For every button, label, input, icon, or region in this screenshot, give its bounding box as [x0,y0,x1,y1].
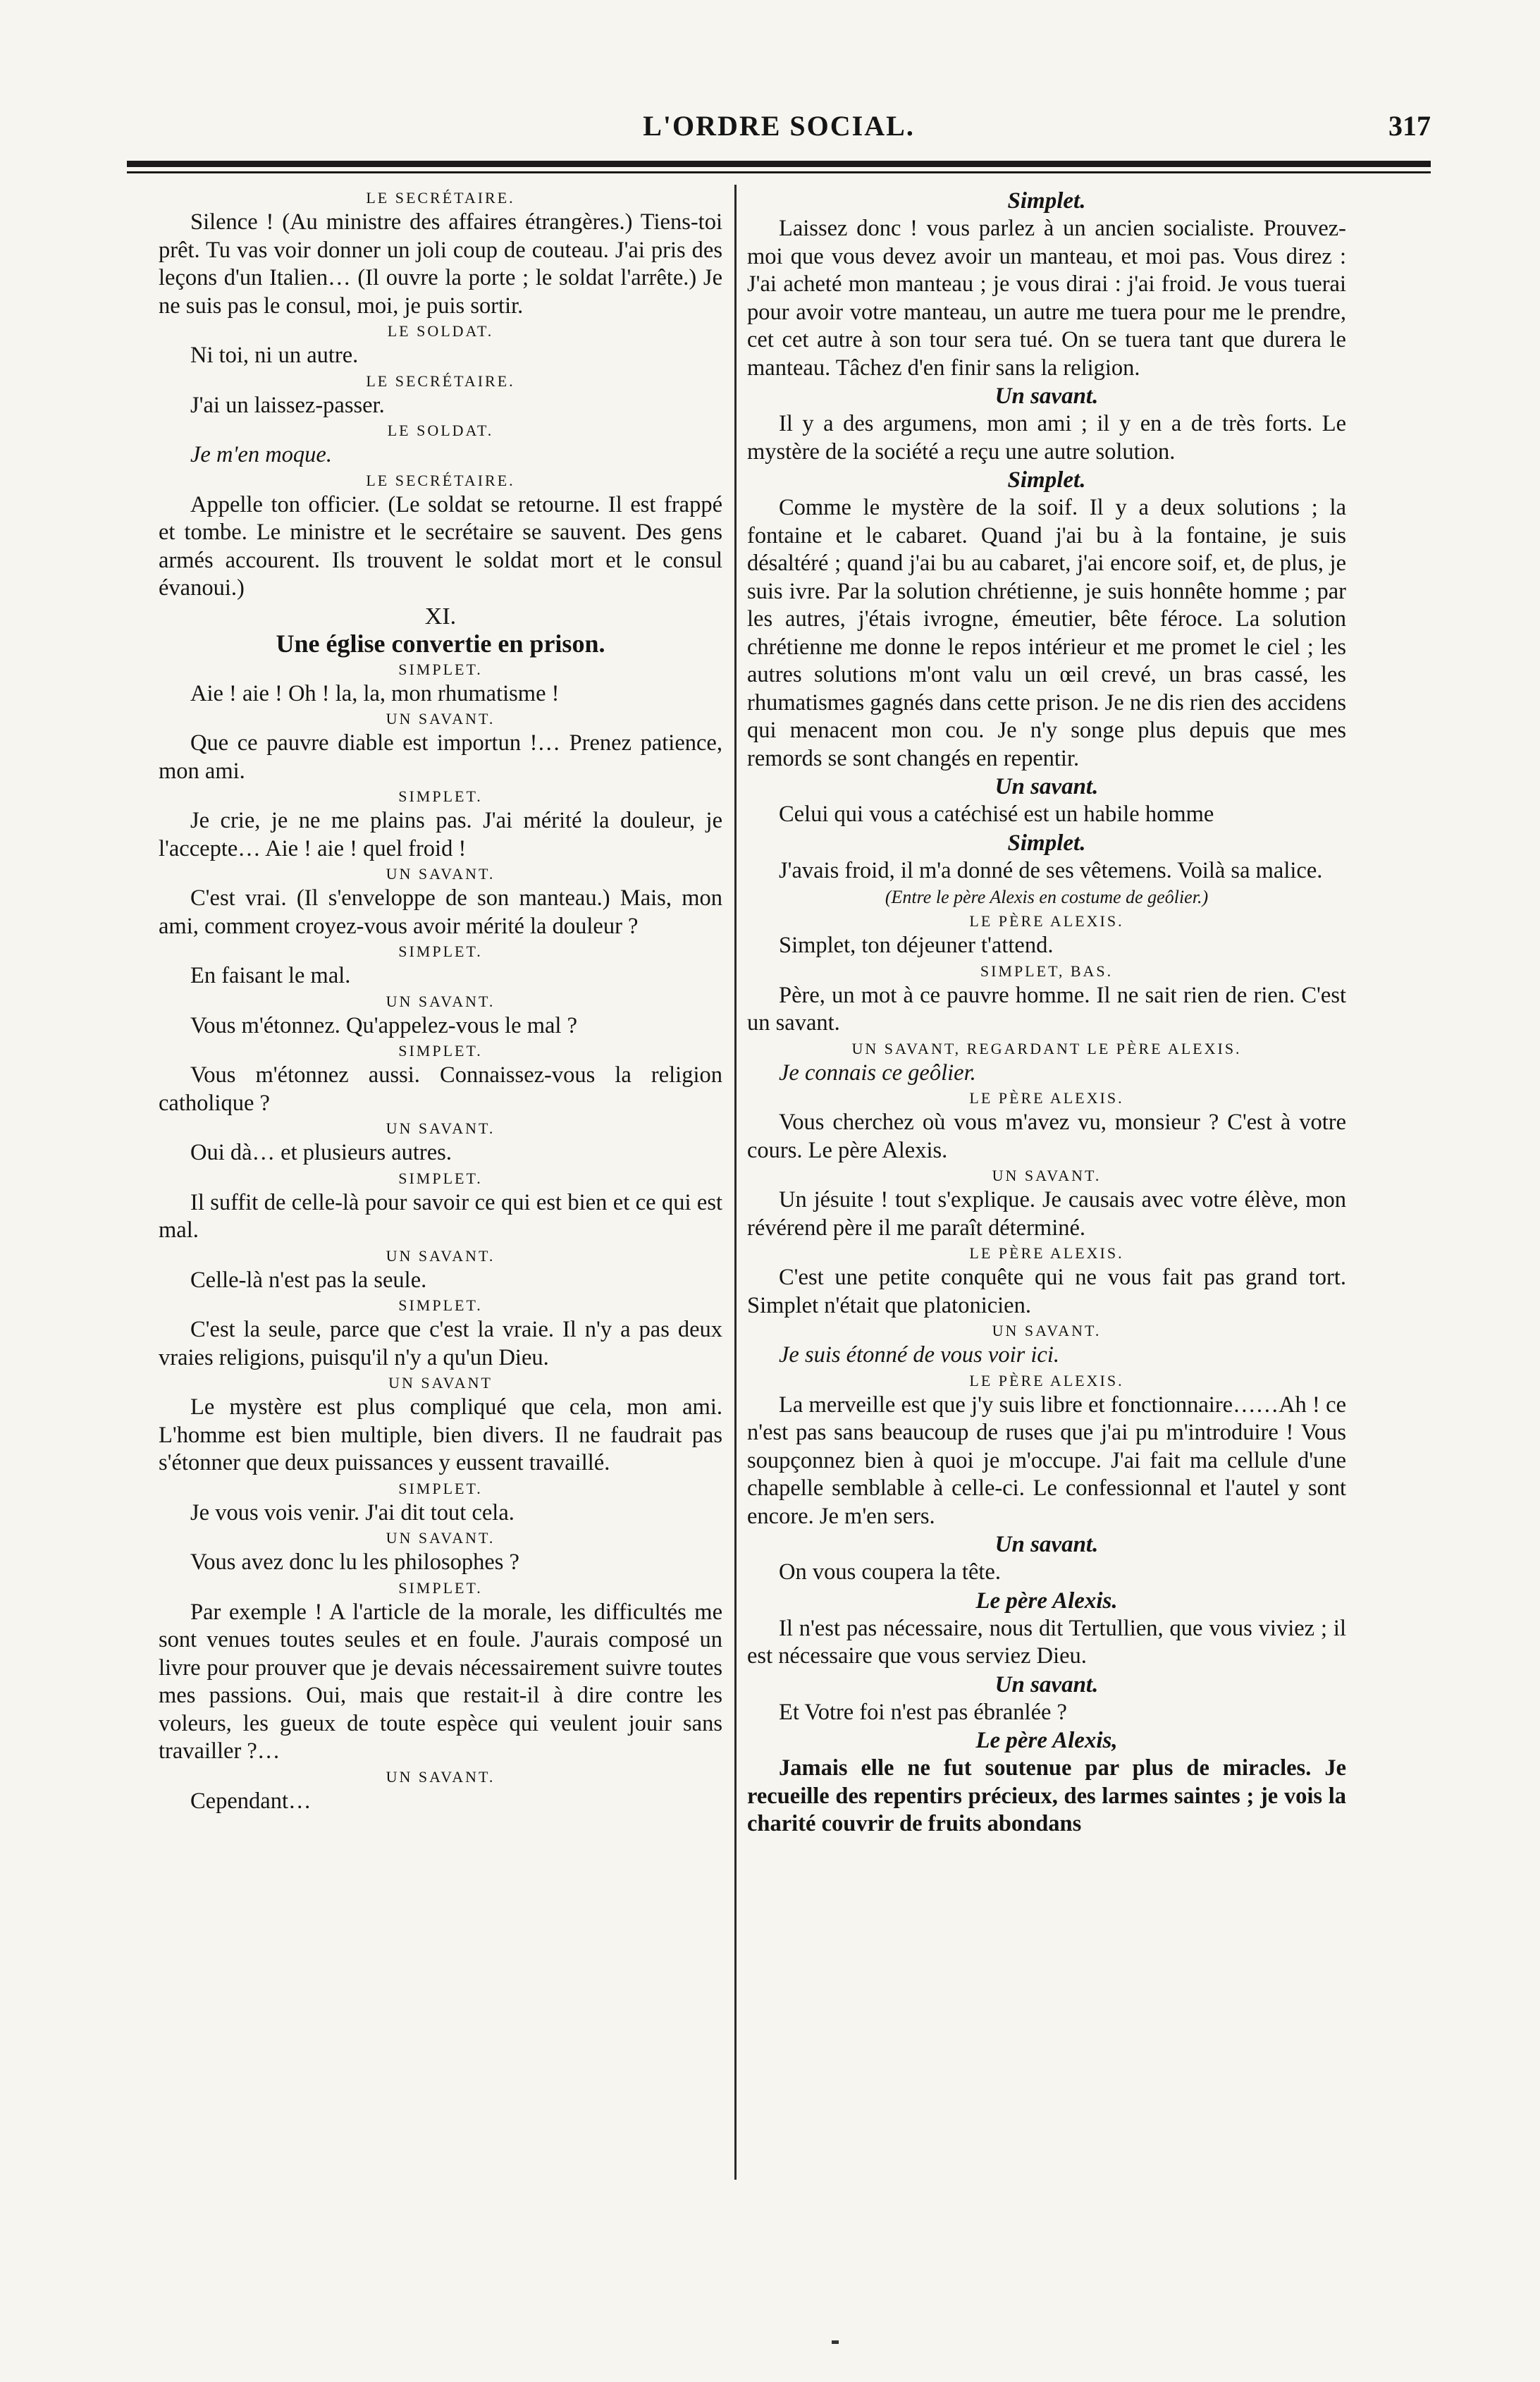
speaker-label: LE PÈRE ALEXIS. [969,912,1124,930]
speech-text: J'ai un laissez-passer. [190,392,385,418]
speech-text: Ni toi, ni un autre. [190,343,359,368]
speech-text: Cependant… [190,1788,312,1814]
speaker-label: LE PÈRE ALEXIS. [969,1244,1124,1262]
speaker-label: SIMPLET. [398,1169,483,1187]
speech-text: Appelle ton officier. (Le soldat se retourne. Il est frappé et tombe. Le ministre et le secrétaire se sauvent. Des gens armés accourent. Ils trouvent le soldat mort et le consul évanoui.) [159,491,722,601]
speech-text: Et Votre foi n'est pas ébranlée ? [779,1699,1067,1725]
speech-text: Père, un mot à ce pauvre homme. Il ne sait rien de rien. C'est un savant. [747,982,1346,1036]
speaker-label: UN SAVANT, REGARDANT LE PÈRE ALEXIS. [851,1039,1242,1057]
column-divider [734,185,737,2180]
speaker-label: Un savant. [994,383,1099,409]
header-rule-thick [127,161,1431,167]
speech-text: Oui dà… et plusieurs autres. [190,1140,452,1165]
speaker-label: UN SAVANT. [386,865,495,883]
speaker-label: SIMPLET. [398,1578,483,1597]
speaker-label: LE PÈRE ALEXIS. [969,1371,1124,1389]
speech-text: Celle-là n'est pas la seule. [190,1267,427,1293]
speaker-label: SIMPLET. [398,787,483,805]
speaker-label: Le père Alexis. [975,1588,1118,1614]
speech-text: Silence ! (Au ministre des affaires étrangères.) Tiens-toi prêt. Tu vas voir donner un joli coup de couteau. J'ai pris des leçons d'un Italien… (Il ouvre la porte ; le soldat l'arrête.) Je ne suis pas le consul, moi, je puis sortir. [159,209,722,319]
speech-text: Vous avez donc lu les philosophes ? [190,1549,519,1575]
speaker-label: LE SECRÉTAIRE. [366,372,515,390]
speaker-label: UN SAVANT. [386,1119,495,1137]
speech-text: Je connais ce geôlier. [779,1060,976,1086]
speaker-label: LE SECRÉTAIRE. [366,471,515,489]
speaker-label: LE SOLDAT. [387,422,494,439]
speech-text: Comme le mystère de la soif. Il y a deux solutions ; la fontaine et le cabaret. Quand j'ai bu à la fontaine, je suis désaltéré ; quand j'ai bu au cabaret, j'ai encore soif, et, de plus, je suis ivre. Par la solution chrétienne, je suis honnête homme ; par les autres, j'étais ivrogne, émeutier, bête féroce. La solution chrétienne me donne le repos intérieur et me promet le ciel ; les autres solutions m'ont valu un œil crevé, un bras cassé, les rhumatismes gagnés dans cette prison. Je ne dis rien des accidens qui menacent mon cou. Je n'y songe plus depuis que mes remords se sont changés en repentir. [747,495,1346,771]
speech-text: Aie ! aie ! Oh ! la, la, mon rhumatisme ! [190,680,560,706]
speech-text: Il y a des argumens, mon ami ; il y en a de très forts. Le mystère de la société a reçu une autre solution. [747,411,1346,465]
speech-text: En faisant le mal. [190,963,351,988]
speech-text: Je crie, je ne me plains pas. J'ai mérité la douleur, je l'accepte… Aie ! aie ! quel froid ! [159,808,722,861]
running-title: L'ORDRE SOCIAL. [643,110,915,142]
section-number: XI. [424,603,457,630]
speech-text: Le mystère est plus compliqué que cela, mon ami. L'homme est bien multiple, bien divers. Il ne faudrait pas s'étonner que deux puissances y eussent travaillé. [159,1394,722,1475]
speech-text: Que ce pauvre diable est importun !… Prenez patience, mon ami. [159,730,722,784]
speaker-label: UN SAVANT. [386,710,495,728]
speech-text: Un jésuite ! tout s'explique. Je causais avec votre élève, mon révérend père il me paraît déterminé. [747,1187,1346,1241]
speaker-label: Simplet. [1007,188,1086,214]
speech-text: Par exemple ! A l'article de la morale, les difficultés me sont venues toutes seules et en foule. J'aurais composé un livre pour prouver que je devais nécessairement suivre toutes mes passions. Oui, mais que restait-il à dire contre les voleurs, les gueux de toute espèce qui veulent jouir sans travailler ?… [159,1599,722,1764]
speaker-label: Un savant. [994,1671,1099,1698]
speech-text: Il suffit de celle-là pour savoir ce qui est bien et ce qui est mal. [159,1189,722,1243]
speech-text: Je vous vois venir. J'ai dit tout cela. [190,1499,515,1525]
speech-text: Celui qui vous a catéchisé est un habile homme [779,802,1214,827]
speaker-label: LE SECRÉTAIRE. [366,189,515,207]
page-number: 317 [1388,110,1431,142]
speaker-label: UN SAVANT. [386,1767,495,1786]
speaker-label: UN SAVANT. [386,1246,495,1265]
speech-text: Je suis étonné de vous voir ici. [779,1342,1060,1368]
speaker-label: SIMPLET. [398,1296,483,1314]
right-column [747,187,1346,1838]
ink-speck [832,2340,839,2344]
speaker-label: LE SOLDAT. [387,322,494,340]
speaker-label: UN SAVANT. [992,1322,1102,1339]
speech-text: Il n'est pas nécessaire, nous dit Tertullien, que vous viviez ; il est nécessaire que vous serviez Dieu. [747,1615,1346,1669]
speech-text: Jamais elle ne fut soutenue par plus de miracles. Je recueille des repentirs précieux, des larmes saintes ; je vois la charité couvrir de fruits abondans [747,1755,1346,1836]
speech-text: C'est la seule, parce que c'est la vraie. Il n'y a pas deux vraies religions, puisqu'il n'y a qu'un Dieu. [159,1317,722,1370]
speaker-label: SIMPLET. [398,660,483,678]
speaker-label: Un savant. [994,774,1099,799]
speaker-label: LE PÈRE ALEXIS. [969,1089,1124,1107]
speaker-label: SIMPLET. [398,943,483,960]
speech-text: J'avais froid, il m'a donné de ses vêtemens. Voilà sa malice. [779,857,1323,883]
speech-text: La merveille est que j'y suis libre et fonctionnaire……Ah ! ce n'est pas sans beaucoup de ruses que j'ai pu m'introduire ! Vous soupçonnez bien à quoi je m'occupe. J'ai fait ma cellule d'une chapelle semblable à celle-ci. Le confessionnal et l'autel y sont encore. Je m'en sers. [747,1392,1346,1529]
speech-text: C'est une petite conquête qui ne vous fait pas grand tort. Simplet n'était que platonicien. [747,1265,1346,1318]
left-column [159,187,722,1815]
speech-text: C'est vrai. (Il s'enveloppe de son manteau.) Mais, mon ami, comment croyez-vous avoir mérité la douleur ? [159,885,722,939]
speaker-label: Un savant. [994,1532,1099,1557]
speaker-label: SIMPLET. [398,1479,483,1497]
speaker-label: SIMPLET. [398,1042,483,1060]
speaker-label: UN SAVANT. [992,1167,1102,1184]
header-rule-thin [127,171,1431,173]
speaker-label: UN SAVANT. [386,1529,495,1547]
speech-text: Vous cherchez où vous m'avez vu, monsieur ? C'est à votre cours. Le père Alexis. [747,1110,1346,1163]
speaker-label: Simplet. [1007,830,1086,856]
stage-direction: (Entre le père Alexis en costume de geôlier.) [885,887,1209,907]
section-title: Une église convertie en prison. [276,630,605,658]
speaker-label: UN SAVANT. [386,992,495,1010]
speaker-label: SIMPLET, BAS. [980,962,1114,980]
speaker-label: Le père Alexis, [975,1728,1118,1753]
speech-text: Laissez donc ! vous parlez à un ancien socialiste. Prouvez-moi que vous devez avoir un manteau, et moi pas. Vous direz : J'ai acheté mon manteau ; je vous dirai : j'ai froid. Je vous tuerai pour avoir votre manteau, un autre me tuera pour me le prendre, cet cet autre à son tour sera tué. On se tuera tant que durera le manteau. Tâchez d'en finir sans la religion. [747,216,1346,381]
speaker-label: Simplet. [1007,467,1086,493]
speech-text: Je m'en moque. [190,442,332,467]
speech-text: On vous coupera la tête. [779,1559,1001,1585]
speaker-label: UN SAVANT [388,1374,493,1392]
speech-text: Vous m'étonnez aussi. Connaissez-vous la religion catholique ? [159,1062,722,1116]
speech-text: Simplet, ton déjeuner t'attend. [779,933,1054,958]
page-header [127,95,1431,152]
speech-text: Vous m'étonnez. Qu'appelez-vous le mal ? [190,1012,578,1038]
